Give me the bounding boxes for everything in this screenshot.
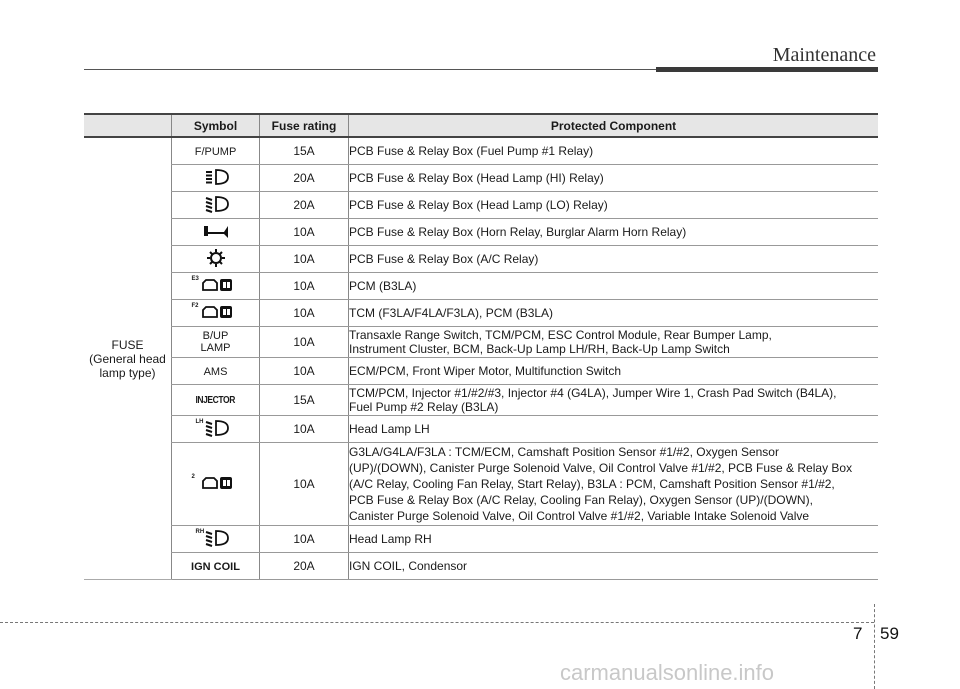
protected-component: G3LA/G4LA/F3LA : TCM/ECM, Camshaft Position Sensor #1/#2, Oxygen Sensor (UP)/(DOWN), Canister Purge Solenoid Valve, Oil Control Valve #1/#2, PCB Fuse & Relay Box (A/C Relay, Cooling Fan Relay, Start Relay), B3LA : PCM, Camshaft Position Sensor #1/#2, PCB Fuse & Relay Box (A/C Relay, Cooling Fan Relay), Oxygen Sensor (UP)/(DOWN), Canister Purge Solenoid Valve, Oil Control Valve #1/#2, Variable Intake Solenoid Valve: [349, 443, 879, 526]
table-row: [84, 192, 878, 219]
table-row: [84, 273, 878, 300]
protected-component: PCB Fuse & Relay Box (Head Lamp (LO) Relay): [349, 192, 879, 219]
protected-component: PCM (B3LA): [349, 273, 879, 300]
air-conditioner-icon: [190, 247, 242, 269]
symbol-cell: [172, 327, 260, 358]
watermark: carmanualsonline.info: [560, 660, 775, 685]
ams-text-icon: AMS: [203, 366, 228, 378]
protected-component: TCM/PCM, Injector #1/#2/#3, Injector #4 (G4LA), Jumper Wire 1, Crash Pad Switch (B4LA), Fuel Pump #2 Relay (B3LA): [349, 385, 879, 416]
symbol-cell: [172, 219, 260, 246]
engine-module-icon: 2: [190, 472, 242, 494]
backup-lamp-text-icon: B/UP LAMP: [200, 330, 231, 354]
table-row: [84, 300, 878, 327]
protected-component: ECM/PCM, Front Wiper Motor, Multifunction Switch: [349, 358, 879, 385]
fuel-pump-text-icon: F/PUMP: [194, 146, 237, 158]
fuse-rating: 15A: [260, 137, 349, 165]
fuse-rating: 10A: [260, 416, 349, 443]
footer-divider: [874, 604, 875, 689]
header-blank: [84, 114, 172, 137]
injector-text-icon: INJECTOR: [195, 395, 236, 406]
header-rule: [84, 69, 656, 70]
fuse-rating: 10A: [260, 526, 349, 553]
symbol-cell: [172, 553, 260, 580]
head-lamp-icon: RH: [190, 527, 242, 549]
ign-coil-text-icon: IGN COIL: [191, 560, 240, 573]
protected-component: Head Lamp LH: [349, 416, 879, 443]
table-row: [84, 137, 878, 165]
fuse-rating: 10A: [260, 358, 349, 385]
table-row: [84, 553, 878, 580]
fuse-rating: 10A: [260, 273, 349, 300]
protected-component: PCB Fuse & Relay Box (A/C Relay): [349, 246, 879, 273]
symbol-cell: [172, 358, 260, 385]
table-row: [84, 385, 878, 416]
symbol-cell: [172, 416, 260, 443]
table-row: [84, 443, 878, 526]
fuse-rating: 20A: [260, 165, 349, 192]
header-protected-component: Protected Component: [349, 114, 879, 137]
fuse-rating: 10A: [260, 300, 349, 327]
protected-component: PCB Fuse & Relay Box (Horn Relay, Burglar Alarm Horn Relay): [349, 219, 879, 246]
header-rule-accent: [656, 67, 878, 72]
symbol-cell: [172, 273, 260, 300]
protected-component: Transaxle Range Switch, TCM/PCM, ESC Control Module, Rear Bumper Lamp, Instrument Cluster, BCM, Back-Up Lamp LH/RH, Back-Up Lamp Switch: [349, 327, 879, 358]
symbol-cell: [172, 192, 260, 219]
protected-component: PCB Fuse & Relay Box (Head Lamp (HI) Relay): [349, 165, 879, 192]
protected-component: Head Lamp RH: [349, 526, 879, 553]
fuse-rating: 10A: [260, 219, 349, 246]
table-header-row: [84, 114, 878, 137]
header-fuse-rating: Fuse rating: [260, 114, 349, 137]
symbol-cell: [172, 165, 260, 192]
symbol-cell: [172, 385, 260, 416]
footer-rule: [0, 622, 874, 623]
head-lamp-high-beam-icon: [190, 166, 242, 188]
protected-component: PCB Fuse & Relay Box (Fuel Pump #1 Relay): [349, 137, 879, 165]
fuse-rating: 15A: [260, 385, 349, 416]
fuse-rating: 20A: [260, 192, 349, 219]
fuse-rating: 10A: [260, 443, 349, 526]
fuse-table: [84, 113, 878, 580]
fuse-group-label: FUSE (General head lamp type): [84, 137, 172, 580]
symbol-cell: [172, 300, 260, 327]
page-number: 59: [880, 624, 899, 643]
section-title: Maintenance: [772, 44, 876, 66]
table-row: [84, 526, 878, 553]
table-row: [84, 219, 878, 246]
table-row: [84, 416, 878, 443]
protected-component: TCM (F3LA/F4LA/F3LA), PCM (B3LA): [349, 300, 879, 327]
table-row: [84, 327, 878, 358]
symbol-cell: [172, 246, 260, 273]
fuse-rating: 20A: [260, 553, 349, 580]
engine-module-icon: F2: [190, 301, 242, 323]
head-lamp-low-beam-icon: [190, 193, 242, 215]
symbol-cell: [172, 443, 260, 526]
fuse-rating: 10A: [260, 246, 349, 273]
table-row: [84, 165, 878, 192]
table-row: [84, 246, 878, 273]
symbol-cell: [172, 526, 260, 553]
header-symbol: Symbol: [172, 114, 260, 137]
engine-module-icon: E3: [190, 274, 242, 296]
table-row: [84, 358, 878, 385]
symbol-cell: [172, 137, 260, 165]
head-lamp-icon: LH: [190, 417, 242, 439]
horn-icon: [190, 220, 242, 242]
protected-component: IGN COIL, Condensor: [349, 553, 879, 580]
fuse-rating: 10A: [260, 327, 349, 358]
chapter-number: 7: [853, 624, 863, 643]
